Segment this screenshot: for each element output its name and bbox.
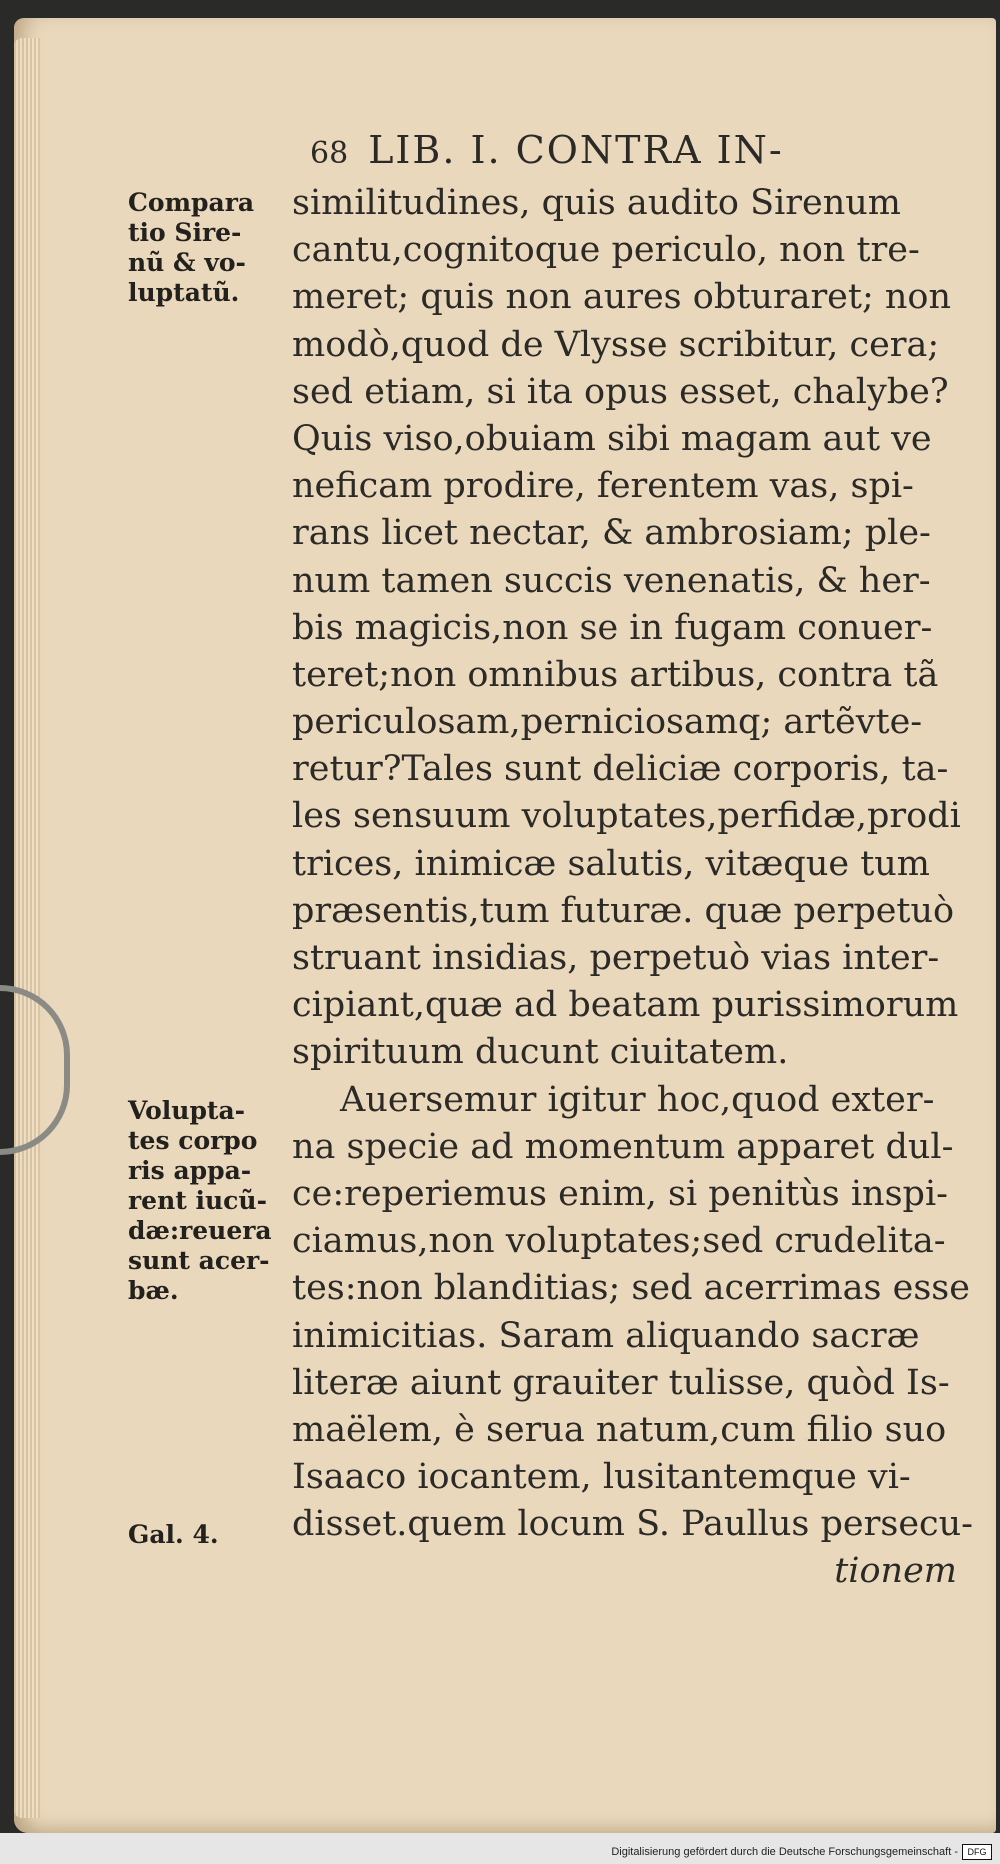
text-line: les sensuum voluptates,perfidæ,prodi [292,796,961,837]
digitization-credit: Digitalisierung gefördert durch die Deutsche Forschungsgemeinschaft - [611,1846,958,1858]
text-line: struant insidias, perpetuò vias inter- [292,938,940,978]
text-line: meret; quis non aures obturaret; non [292,277,952,318]
marginal-line: rent iucũ- [128,1186,267,1215]
text-line: ciamus,non voluptates;sed crudelita- [292,1221,946,1262]
marginal-line: dæ:reuera [128,1216,272,1245]
text-line: teret;non omnibus artibus, contra tã [292,654,939,695]
text-line: sed etiam, si ita opus esset, chalybe? [292,371,949,412]
text-line: cantu,cognitoque periculo, non tre- [292,230,920,271]
text-line: literæ aiunt grauiter tulisse, quòd Is- [292,1362,950,1403]
text-line: modò,quod de Vlysse scribitur, cera; [292,324,940,365]
page-number: 68 [310,136,349,171]
dfg-logo: DFG [962,1844,992,1860]
text-line: præsentis,tum futuræ. quæ perpetuò [292,890,955,931]
marginal-note-3 [128,1520,298,1550]
catchword: tionem [834,1551,957,1592]
marginal-line: sunt acer- [128,1246,270,1275]
marginal-line: nũ & vo- [128,248,246,277]
text-line: trices, inimicæ salutis, vitæque tum [292,843,930,884]
running-title: LIB. I. CONTRA IN- [368,128,784,172]
text-line: retur?Tales sunt deliciæ corporis, ta- [292,749,949,790]
text-line: Isaaco iocantem, lusitantemque vi- [292,1457,911,1498]
text-line: periculosam,perniciosamq; artẽvte- [292,702,923,743]
text-line: ce:reperiemus enim, si penitùs inspi- [292,1173,948,1214]
body-text [292,180,973,1596]
marginal-line: Volupta- [128,1096,246,1125]
text-line: cipiant,quæ ad beatam purissimorum [292,985,959,1026]
text-line: bis magicis,non se in fugam conuer- [292,607,933,648]
running-header [310,128,950,178]
text-line: tes:non blanditias; sed acerrimas esse [292,1268,970,1309]
text-line: rans licet nectar, & ambrosiam; ple- [292,513,931,554]
marginal-line: luptatũ. [128,278,240,307]
text-line: maëlem, è serua natum,cum filio suo [292,1409,947,1450]
text-line: neficam prodire, ferentem vas, spi- [292,466,914,507]
marginal-note-1 [128,188,298,308]
marginal-line: Compara [128,188,255,217]
marginal-line: ris appa- [128,1156,252,1185]
marginal-line: bæ. [128,1276,179,1305]
text-line: Quis viso,obuiam sibi magam aut ve [292,418,932,459]
marginal-line: tes corpo [128,1126,258,1155]
marginal-line: tio Sire- [128,218,242,247]
text-line: similitudines, quis audito Sirenum [292,183,901,223]
text-line: inimicitias. Saram aliquando sacræ [292,1315,920,1356]
text-line: num tamen succis venenatis, & her- [292,560,931,601]
page-edge [14,38,40,1818]
text-line: spirituum ducunt ciuitatem. [292,1032,789,1073]
marginal-note-2 [128,1096,298,1306]
marginal-line: Gal. 4. [128,1520,219,1549]
text-line: Auersemur igitur hoc,quod exter- [340,1079,935,1120]
text-line: disset.quem locum S. Paullus persecu- [292,1504,973,1545]
text-line: na specie ad momentum apparet dul- [292,1126,954,1167]
